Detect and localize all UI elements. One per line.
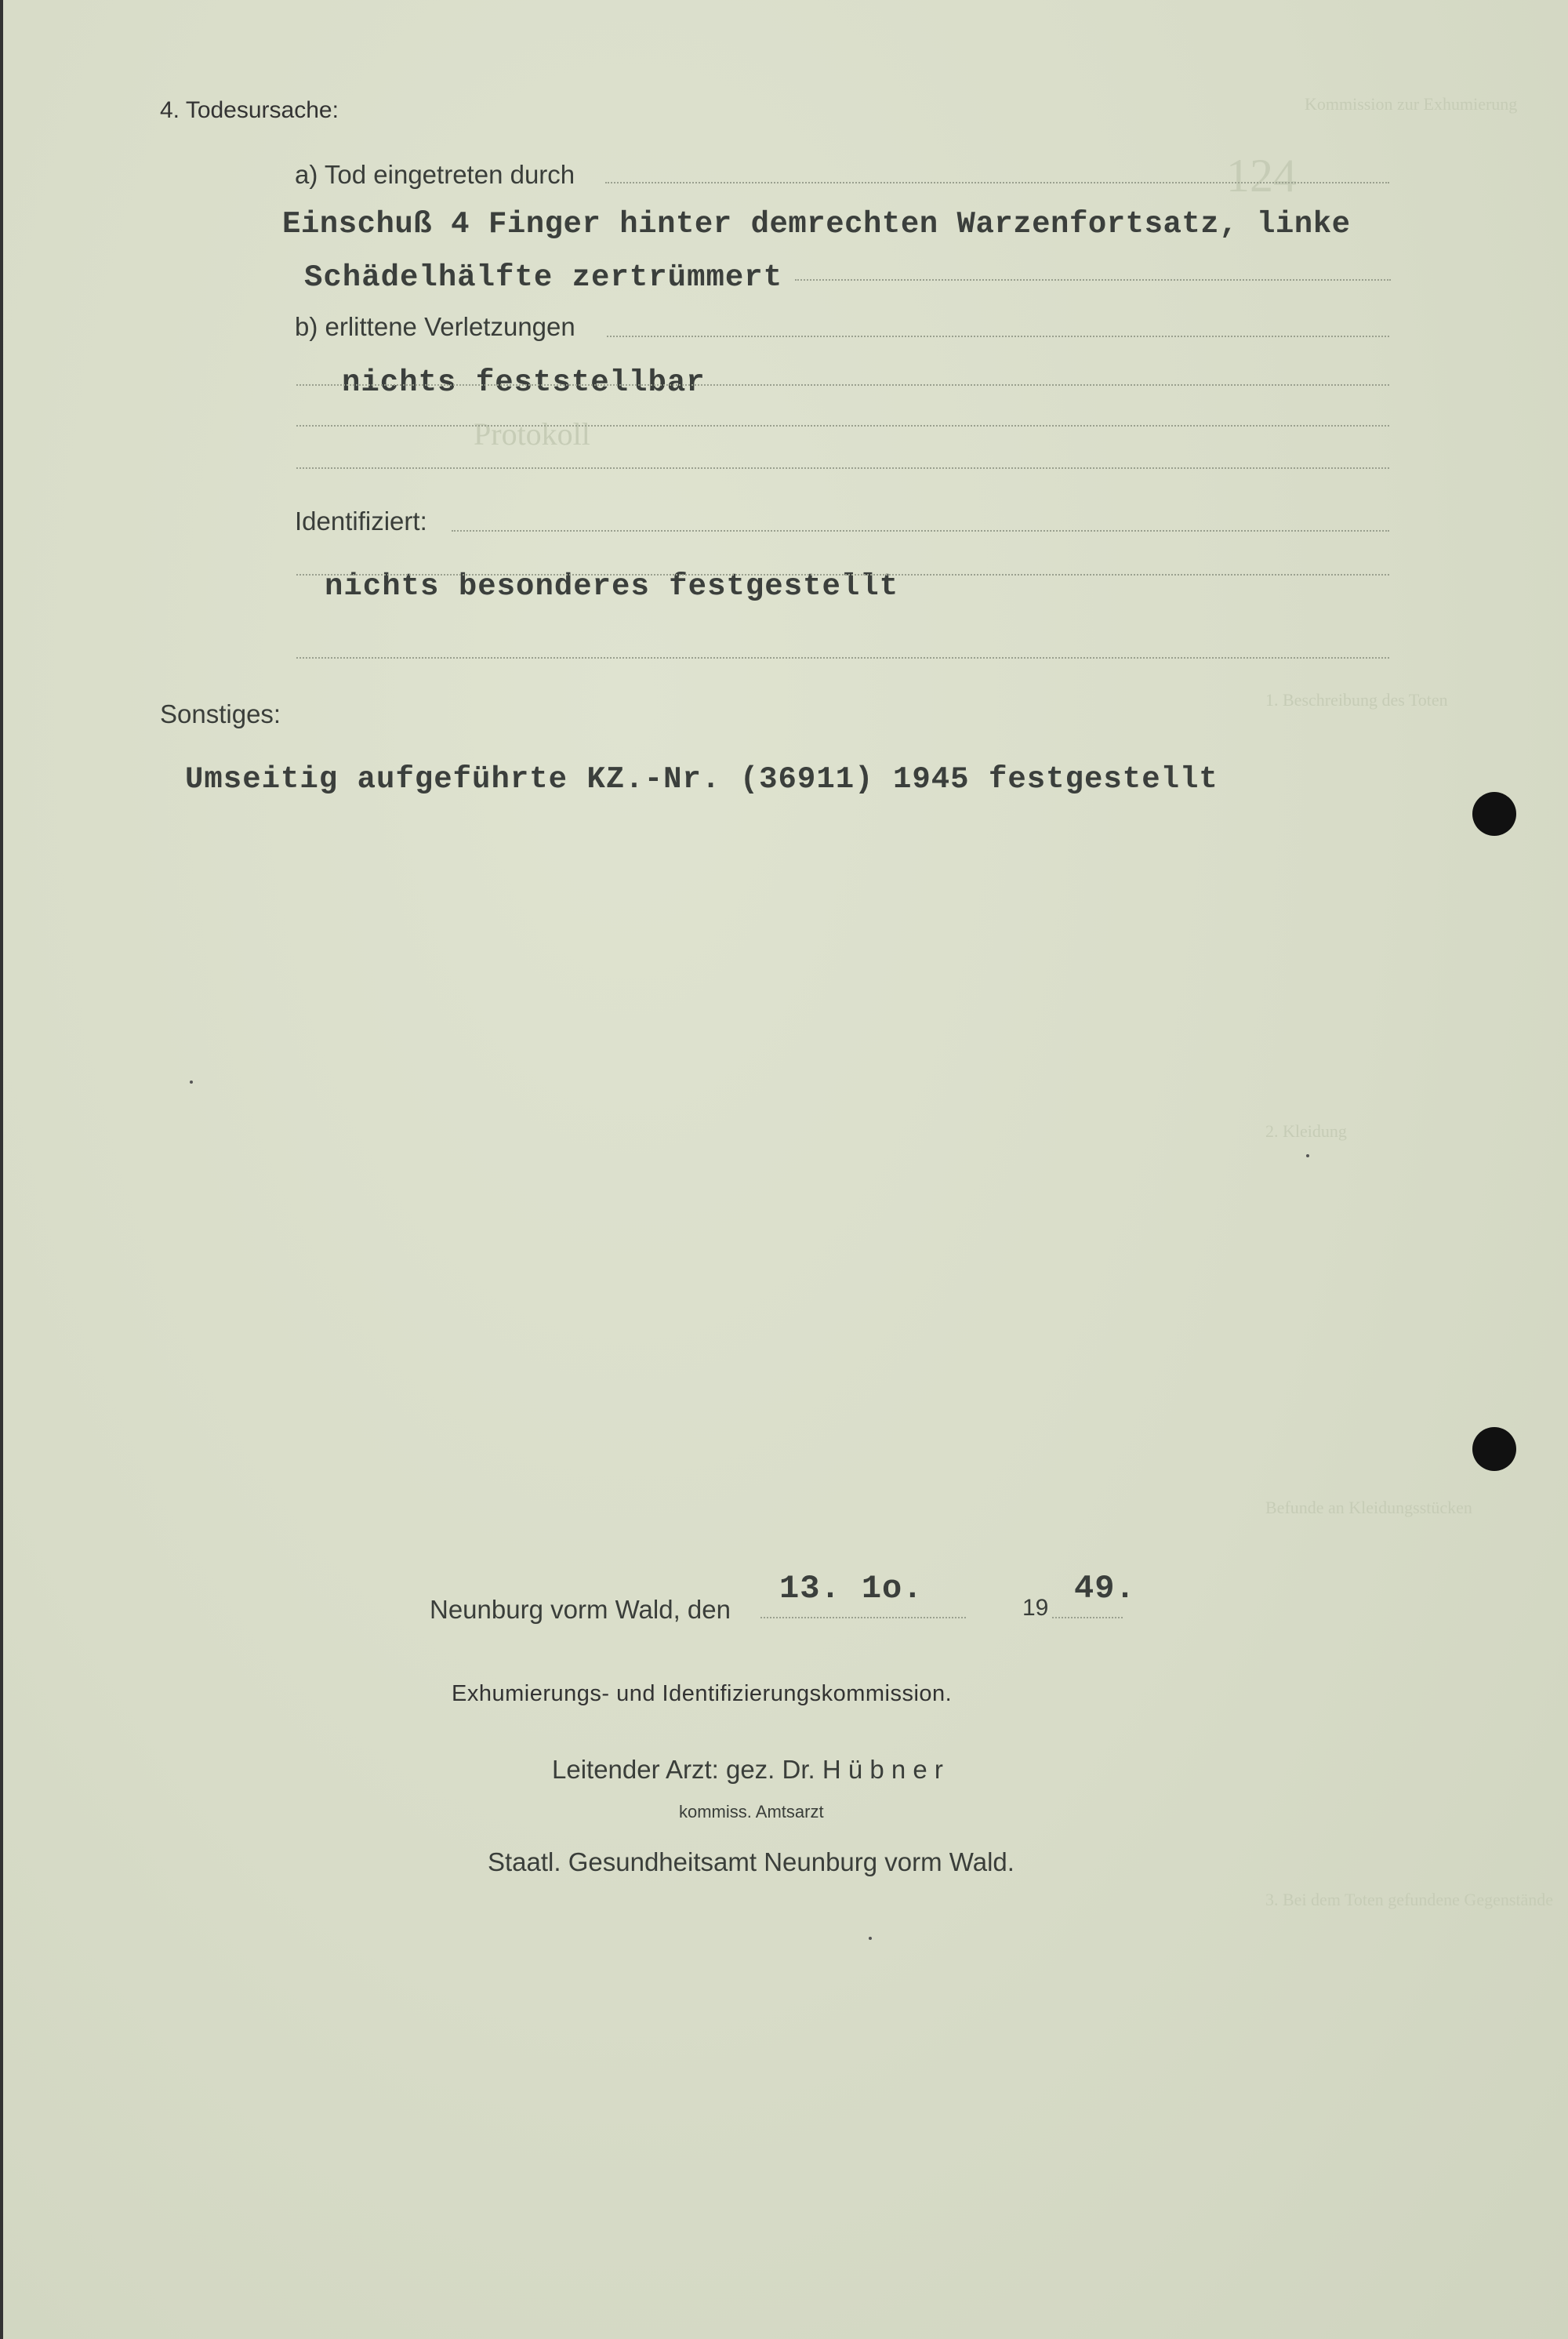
leading-doctor: Leitender Arzt: gez. Dr. H ü b n e r bbox=[552, 1755, 943, 1784]
health-office: Staatl. Gesundheitsamt Neunburg vorm Wald. bbox=[488, 1847, 1014, 1876]
identified-value: nichts besonderes festgestellt bbox=[325, 569, 899, 604]
cause-a-value-line1: Einschuß 4 Finger hinter demrechten Warzenfortsatz, linke bbox=[282, 207, 1351, 242]
dotted-line bbox=[1052, 1617, 1123, 1618]
dotted-line bbox=[795, 279, 1391, 281]
date-century: 19 bbox=[1022, 1595, 1049, 1621]
punch-hole bbox=[1472, 792, 1516, 836]
cause-b-label: b) erlittene Verletzungen bbox=[295, 312, 575, 341]
section-4-heading: 4. Todesursache: bbox=[160, 97, 339, 123]
dotted-line bbox=[296, 467, 1389, 469]
document-page: Protokoll 124 Kommission zur Exhumierung 1. Beschreibung des Toten 2. Kleidung Befunde an Kleidungsstücken 3. Bei dem Toten gefundene Gegenstände 4. Todesursache: a) Tod eingetreten durch Einschuß 4 Finger hinter demrechten Warzenfortsatz, linke Schädelhälfte zertrümmert b) erlittene Verletzungen nichts feststellbar Identifiziert: nichts besonderes festgestellt Sonstiges: Umseitig aufgeführte KZ.-Nr. (36911) 1945 festgestellt Neunburg vorm Wald, den 13. 1o. 19 49. Exhumierungs- und Identifizierungskommission. Leitender Arzt: gez. Dr. H ü b n e r kommiss. Amtsarzt Staatl. Gesundheitsamt Neunburg vorm Wald. bbox=[0, 0, 1568, 2339]
dotted-line bbox=[452, 530, 1389, 532]
cause-b-value: nichts feststellbar bbox=[342, 365, 706, 400]
dotted-line bbox=[296, 657, 1389, 659]
identified-label: Identifiziert: bbox=[295, 507, 427, 536]
date-year: 49. bbox=[1074, 1570, 1136, 1607]
doctor-role: kommiss. Amtsarzt bbox=[679, 1802, 824, 1821]
other-label: Sonstiges: bbox=[160, 699, 281, 728]
punch-hole bbox=[1472, 1427, 1516, 1471]
dotted-line bbox=[296, 425, 1389, 427]
dotted-line bbox=[605, 182, 1389, 183]
ink-speck bbox=[190, 1081, 193, 1084]
dotted-line bbox=[296, 384, 1389, 386]
dotted-line bbox=[607, 336, 1389, 337]
date-day-month: 13. 1o. bbox=[779, 1570, 924, 1607]
dotted-line bbox=[296, 574, 1389, 576]
ink-speck bbox=[1306, 1154, 1309, 1157]
cause-a-value-line2: Schädelhälfte zertrümmert bbox=[304, 260, 783, 295]
date-place-label: Neunburg vorm Wald, den bbox=[430, 1595, 731, 1624]
cause-a-label: a) Tod eingetreten durch bbox=[295, 160, 575, 189]
commission-name: Exhumierungs- und Identifizierungskommission. bbox=[452, 1681, 953, 1706]
other-value: Umseitig aufgeführte KZ.-Nr. (36911) 1945 festgestellt bbox=[185, 762, 1218, 797]
ink-speck bbox=[869, 1937, 872, 1940]
dotted-line bbox=[760, 1617, 966, 1618]
